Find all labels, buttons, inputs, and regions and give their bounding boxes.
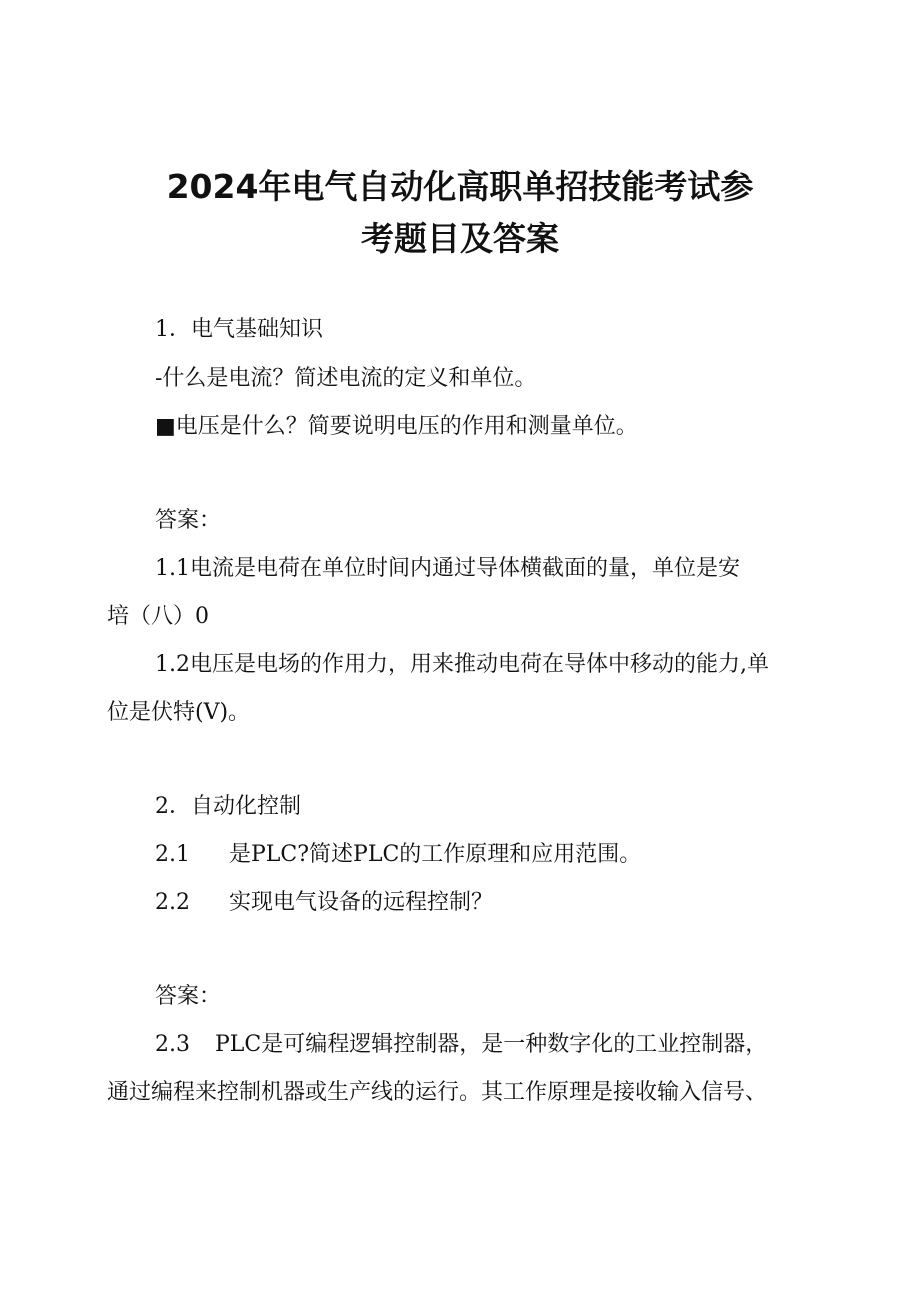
section-1-answer-1-line-2: 培（八）0 bbox=[107, 604, 209, 629]
section-2-answer-1-line-1 bbox=[155, 1034, 767, 1056]
question-number: 2.2 bbox=[155, 890, 190, 915]
section-1-heading: 1．电气基础知识 bbox=[155, 317, 323, 342]
section-2-heading: 2．自动化控制 bbox=[155, 794, 301, 819]
section-2-answer-label: 答案： bbox=[155, 984, 222, 1009]
section-2-question-2 bbox=[155, 892, 493, 914]
answer-text: PLC是可编程逻辑控制器，是一种数字化的工业控制器， bbox=[215, 1032, 768, 1057]
document-title-line-1: 2024年电气自动化高职单招技能考试参 bbox=[166, 167, 754, 206]
section-1-answer-2-line-1: 1.2电压是电场的作用力，用来推动电荷在导体中移动的能力,单 bbox=[155, 652, 769, 677]
section-1-question-2: ■电压是什么？简要说明电压的作用和测量单位。 bbox=[155, 414, 638, 439]
section-1-question-1: -什么是电流？简述电流的定义和单位。 bbox=[155, 366, 537, 391]
section-2-question-1 bbox=[155, 844, 641, 866]
section-2-answer-1-line-2: 通过编程来控制机器或生产线的运行。其工作原理是接收输入信号、 bbox=[107, 1080, 768, 1105]
question-text: 实现电气设备的远程控制？ bbox=[229, 890, 494, 915]
section-1-answer-2-line-2: 位是伏特(V)。 bbox=[107, 700, 251, 725]
document-title-line-2: 考题目及答案 bbox=[361, 219, 559, 258]
question-number: 2.1 bbox=[155, 842, 190, 867]
answer-number: 2.3 bbox=[155, 1032, 190, 1057]
section-1-answer-1-line-1: 1.1电流是电荷在单位时间内通过导体横截面的量，单位是安 bbox=[155, 556, 740, 581]
question-text: 是PLC?简述PLC的工作原理和应用范围。 bbox=[229, 842, 642, 867]
section-1-answer-label: 答案： bbox=[155, 508, 222, 533]
